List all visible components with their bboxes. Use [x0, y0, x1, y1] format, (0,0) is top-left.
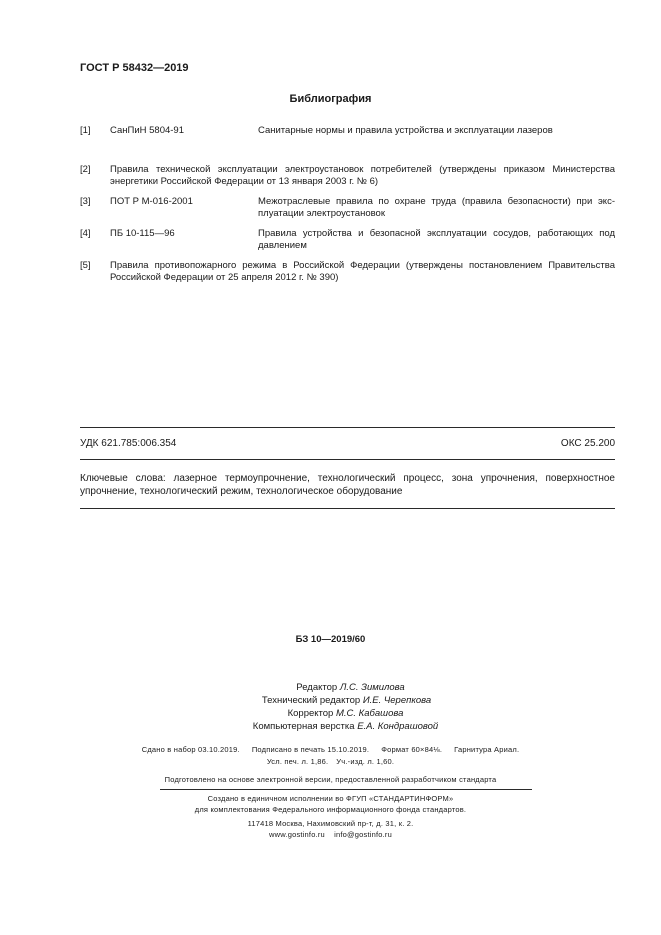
divider-keywords-top	[80, 459, 615, 460]
bib-entry-2-description: Правила технической эксплуатации электроустановок потребителей (утверждены приказом Министерства энергетики Российской Федерации от 13 января 2003 г. № 6)	[110, 164, 615, 187]
created-note-2: для комплектования Федерального информационного фонда стандартов.	[194, 805, 467, 814]
created-note-1: Создано в единичном исполнении во ФГУП «СТАНДАРТИНФОРМ»	[207, 794, 454, 803]
bib-entry-3-description: Межотраслевые правила по охране труда (правила безопасности) при эксплуатации электроустановок	[258, 196, 615, 219]
bib-entry-1-number: [1]	[80, 125, 91, 136]
bib-entry-4-code: ПБ 10-115—96	[110, 228, 175, 239]
publisher-contacts	[0, 830, 661, 841]
standard-code: ГОСТ Р 58432—2019	[80, 62, 189, 74]
bz-number: БЗ 10—2019/60	[295, 634, 366, 645]
publisher-email-link[interactable]: info@gostinfo.ru	[334, 830, 393, 839]
bib-entry-3-number: [3]	[80, 196, 91, 207]
divider-keywords-bottom	[80, 508, 615, 509]
bib-entry-1-description: Санитарные нормы и правила устройства и эксплуатации лазеров	[258, 125, 553, 136]
credits-block	[0, 681, 661, 733]
bib-entry-5-number: [5]	[80, 260, 91, 271]
bib-entry-4-number: [4]	[80, 228, 91, 239]
publishing-info-row-2: Усл. печ. л. 1,86. Уч.-изд. л. 1,60.	[266, 757, 395, 766]
bib-entry-1-code: СанПиН 5804-91	[110, 125, 184, 136]
bib-entry-2-number: [2]	[80, 164, 91, 175]
credit-proofreader: Корректор М.С. Кабашова	[287, 708, 404, 719]
publisher-website-link[interactable]: www.gostinfo.ru	[268, 830, 325, 839]
bib-entry-3-code: ПОТ Р М-016-2001	[110, 196, 193, 207]
bib-entry-5-description: Правила противопожарного режима в Российской Федерации (утверждены постановлением Правительства Российской Федерации от 25 апреля 2012 г. № 390)	[110, 260, 615, 283]
publishing-info-row-1: Сдано в набор 03.10.2019. Подписано в печать 15.10.2019. Формат 60×84⅛. Гарнитура Ариал.	[141, 745, 520, 754]
bib-entry-4-description: Правила устройства и безопасной эксплуатации сосудов, работающих под давлением	[258, 228, 615, 251]
bibliography-title: Библиография	[289, 93, 372, 105]
credit-layout: Компьютерная верстка Е.А. Кондрашовой	[252, 721, 439, 732]
divider-publisher	[160, 789, 532, 790]
credit-editor: Редактор Л.С. Зимилова	[296, 682, 405, 693]
credit-tech-editor: Технический редактор И.Е. Черепкова	[261, 695, 432, 706]
udk-code: УДК 621.785:006.354	[80, 438, 177, 449]
prepared-note: Подготовлено на основе электронной версии, предоставленной разработчиком стандарта	[164, 775, 497, 784]
oks-code: ОКС 25.200	[560, 438, 615, 449]
divider-top	[80, 427, 615, 428]
publisher-address: 117418 Москва, Нахимовский пр-т, д. 31, к. 2.	[247, 819, 414, 828]
keywords: Ключевые слова: лазерное термоупрочнение, технологический процесс, зона упрочнения, поверхностное упрочнение, технологический режим, технологическое оборудование	[80, 473, 615, 497]
